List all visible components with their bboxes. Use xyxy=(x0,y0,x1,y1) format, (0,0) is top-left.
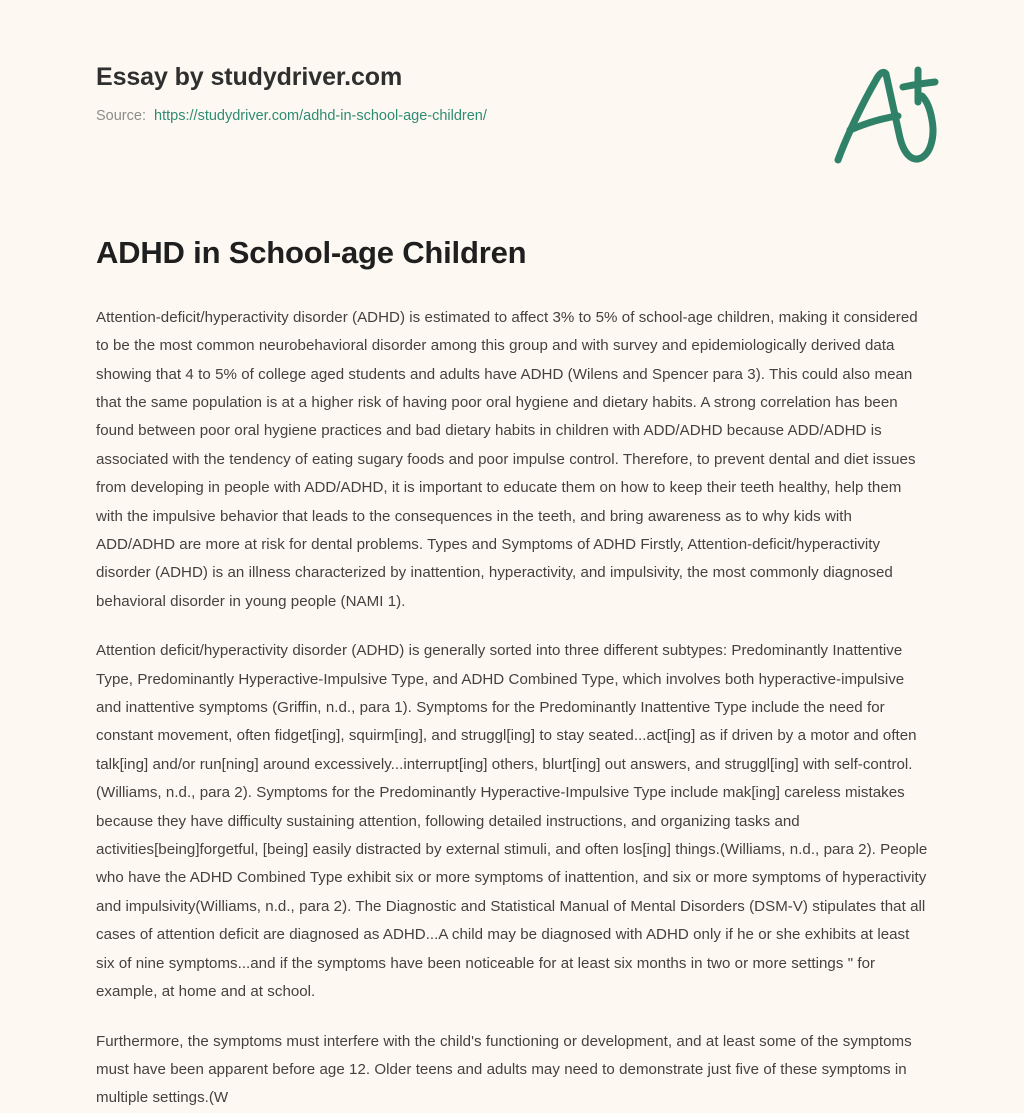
page-title: ADHD in School-age Children xyxy=(96,235,527,270)
page-header xyxy=(0,0,1024,178)
essay-byline: Essay by studydriver.com xyxy=(96,63,403,91)
essay-body xyxy=(0,273,1024,1113)
a-plus-logo-icon xyxy=(828,62,944,166)
source-line xyxy=(96,107,928,126)
body-paragraph: Attention deficit/hyperactivity disorder (ADHD) is generally sorted into three different subtypes: Predominantly Inattentive Type, Predominantly Hyperactive-Impulsive Type, and ADHD Combined Type, which involves both hyperactive-impulsive and inattentive symptoms (Griffin, n.d., para 1). Symptoms for the Predominantly Inattentive Type include the need for constant movement, often fidget[ing], squirm[ing], and struggl[ing] to stay seated...act[ing] as if driven by a motor and often talk[ing] and/or run[ning] around excessively...interrupt[ing] others, blurt[ing] out answers, and struggl[ing] with self-control. (Williams, n.d., para 2). Symptoms for the Predominantly Hyperactive-Impulsive Type include mak[ing] careless mistakes because they have difficulty sustaining attention, following detailed instructions, and organizing tasks and activities[being]forgetful, [being] easily distracted by external stimuli, and often los[ing] things.(Williams, n.d., para 2). People who have the ADHD Combined Type exhibit six or more symptoms of inattention, and six or more symptoms of hyperactivity and impulsivity(Williams, n.d., para 2). The Diagnostic and Statistical Manual of Mental Disorders (DSM-V) stipulates that all cases of attention deficit are diagnosed as ADHD...A child may be diagnosed with ADHD only if he or she exhibits at least six of nine symptoms...and if the symptoms have been noticeable for at least six months in two or more settings " for example, at home and at school. xyxy=(96,642,928,1001)
body-paragraph: Furthermore, the symptoms must interfere with the child's functioning or development, and at least some of the symptoms must have been apparent before age 12. Older teens and adults may need to demonstrate just five of these symptoms in multiple settings.(W xyxy=(96,1032,912,1107)
source-label: Source: xyxy=(96,108,146,124)
body-paragraph: Attention-deficit/hyperactivity disorder (ADHD) is estimated to affect 3% to 5% of school-age children, making it considered to be the most common neurobehavioral disorder among this group and with survey and epidemiologically derived data showing that 4 to 5% of college aged students and adults have ADHD (Wilens and Spencer para 3). This could also mean that the same population is at a higher risk of having poor oral hygiene and dietary habits. A strong correlation has been found between poor oral hygiene practices and bad dietary habits in children with ADD/ADHD because ADD/ADHD is associated with the tendency of eating sugary foods and poor impulse control. Therefore, to prevent dental and diet issues from developing in people with ADD/ADHD, it is important to educate them on how to keep their teeth healthy, help them with the impulsive behavior that leads to the consequences in the teeth, and bring awareness as to why kids with ADD/ADHD are more at risk for dental problems. Types and Symptoms of ADHD Firstly, Attention-deficit/hyperactivity disorder (ADHD) is an illness characterized by inattention, hyperactivity, and impulsivity, the most commonly diagnosed behavioral disorder in young people (NAMI 1). xyxy=(96,308,918,610)
source-url-link[interactable]: https://studydriver.com/adhd-in-school-age-children/ xyxy=(154,108,487,124)
